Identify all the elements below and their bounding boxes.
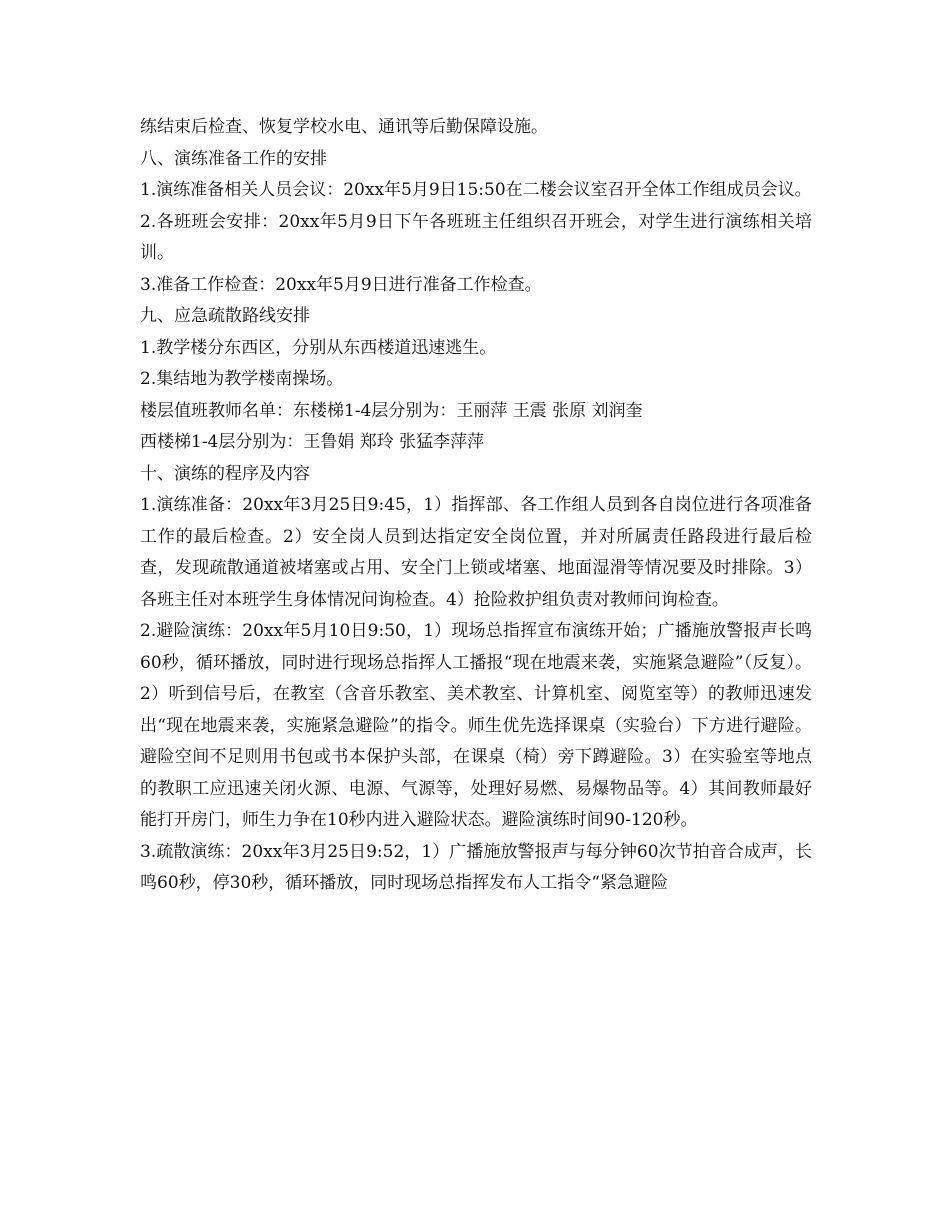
paragraph-10-3: 3.疏散演练：20xx年3月25日9:52，1）广播施放警报声与每分钟60次节拍音合成声，长鸣60秒，停30秒，循环播放，同时现场总指挥发布人工指令“紧急避险 [140, 841, 812, 893]
paragraph-8-3: 3.准备工作检查：20xx年5月9日进行准备工作检查。 [140, 274, 542, 295]
paragraph-east-stair-teachers: 楼层值班教师名单：东楼梯1-4层分别为：王丽萍 王震 张原 刘润奎 [140, 400, 643, 421]
paragraph-9-2: 2.集结地为教学楼南操场。 [140, 369, 344, 389]
section-heading-9: 九、应急疏散路线安排 [140, 306, 310, 326]
paragraph-10-2: 2.避险演练：20xx年5月10日9:50，1）现场总指挥宣布演练开始；广播施放警报声长鸣60秒，循环播放，同时进行现场总指挥人工播报“现在地震来袭，实施紧急避险”（反复）。2）听到信号后，在教室（含音乐教室、美术教室、计算机室、阅览室等）的教师迅速发出“现在地震来袭，实施紧急避险”的指令。师生优先选择课桌（实验台）下方进行避险。避险空间不足则用书包或书本保护头部，在课桌（椅）旁下蹲避险。3）在实验室等地点的教职工应迅速关闭火源、电源、气源等，处理好易燃、易爆物品等。4）其间教师最好能打开房门，师生力争在10秒内进入避险状态。避险演练时间90-120秒。 [140, 621, 812, 830]
paragraph-10-1: 1.演练准备：20xx年3月25日9:45，1）指挥部、各工作组人员到各自岗位进行各项准备工作的最后检查。2）安全岗人员到达指定安全岗位置，并对所属责任路段进行最后检查，发现疏散通道被堵塞或占用、安全门上锁或堵塞、地面湿滑等情况要及时排除。3）各班主任对本班学生身体情况问询检查。4）抢险救护组负责对教师问询检查。 [140, 495, 812, 610]
document-body [140, 112, 812, 900]
section-heading-8: 八、演练准备工作的安排 [140, 148, 327, 169]
section-heading-10: 十、演练的程序及内容 [140, 463, 310, 484]
paragraph-8-2: 2.各班班会安排：20xx年5月9日下午各班班主任组织召开班会，对学生进行演练相关培训。 [140, 211, 812, 263]
paragraph-9-1: 1.教学楼分东西区，分别从东西楼道迅速逃生。 [140, 337, 497, 358]
paragraph-8-1: 1.演练准备相关人员会议：20xx年5月9日15:50在二楼会议室召开全体工作组成员会议。 [140, 180, 812, 200]
paragraph-continuation: 练结束后检查、恢复学校水电、通讯等后勤保障设施。 [140, 117, 548, 137]
paragraph-west-stair-teachers: 西楼梯1-4层分别为：王鲁娟 郑玲 张猛李萍萍 [140, 432, 485, 452]
